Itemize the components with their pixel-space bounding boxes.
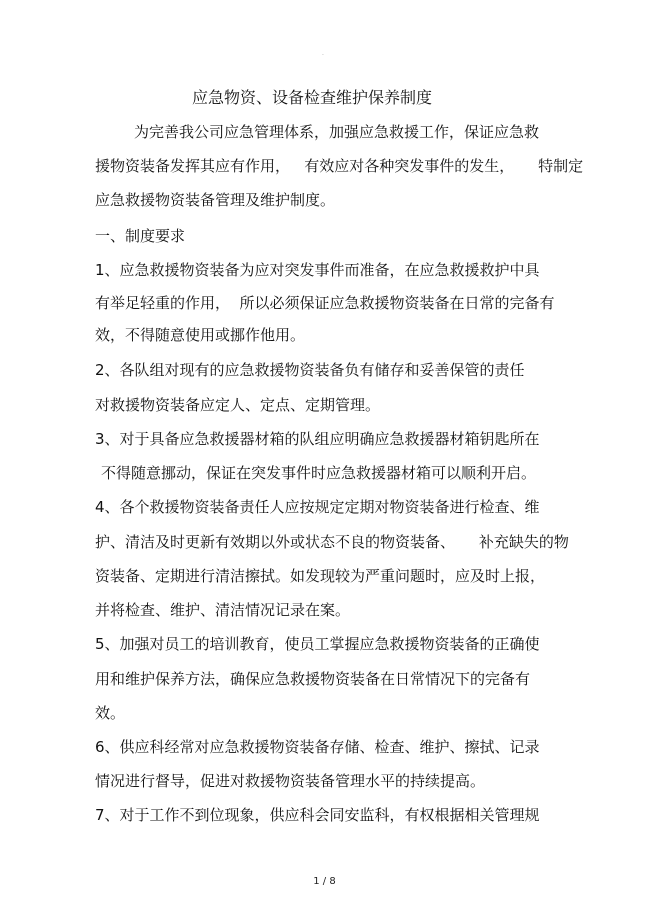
- section-heading: 一、制度要求: [95, 227, 186, 245]
- page-marker: .: [322, 50, 324, 57]
- document-title: 应急物资、设备检查维护保养制度: [192, 88, 433, 107]
- item-3-line-2: 不得随意挪动，保证在突发事件时应急救援器材箱可以顺利开启。: [101, 464, 537, 482]
- item-4-line-1: 4、各个救援物资装备责任人应按规定定期对物资装备进行检查、维: [95, 498, 540, 516]
- item-1-line-2: 有举足轻重的作用， 所以必须保证应急救援物资装备在日常的完备有: [95, 294, 555, 312]
- item-4-line-4: 并将检查、维护、清洁情况记录在案。: [95, 601, 351, 619]
- intro-line-1: 为完善我公司应急管理体系，加强应急救援工作，保证应急救: [134, 123, 540, 141]
- item-2-line-1: 2、各队组对现有的应急救援物资装备负有储存和妥善保管的责任: [95, 361, 525, 379]
- intro-line-3: 应急救援物资装备管理及维护制度。: [95, 191, 336, 209]
- item-6-line-2: 情况进行督导，促进对救援物资装备管理水平的持续提高。: [95, 772, 486, 790]
- item-1-line-1: 1、应急救援物资装备为应对突发事件而准备，在应急救援救护中具: [95, 261, 540, 279]
- item-5-line-1: 5、加强对员工的培训教育，使员工掌握应急救援物资装备的正确使: [95, 635, 540, 653]
- item-1-line-3: 效，不得随意使用或挪作他用。: [95, 326, 306, 344]
- item-4-line-3: 资装备、定期进行清洁擦拭。如发现较为严重问题时，应及时上报，: [95, 567, 546, 585]
- item-5-line-2: 用和维护保养方法，确保应急救援物资装备在日常情况下的完备有: [95, 670, 531, 688]
- item-6-line-1: 6、供应科经常对应急救援物资装备存储、检查、维护、擦拭、记录: [95, 738, 540, 756]
- item-2-line-2: 对救援物资装备应定人、定点、定期管理。: [95, 396, 381, 414]
- item-4-line-2: 护、清洁及时更新有效期以外或状态不良的物资装备、 补充缺失的物: [95, 533, 569, 551]
- page-number: 1 / 8: [313, 876, 336, 887]
- intro-line-2: 援物资装备发挥其应有作用， 有效应对各种突发事件的发生， 特制定: [95, 157, 584, 175]
- item-3-line-1: 3、对于具备应急救援器材箱的队组应明确应急救援器材箱钥匙所在: [95, 430, 540, 448]
- item-7-line-1: 7、对于工作不到位现象，供应科会同安监科，有权根据相关管理规: [95, 806, 540, 824]
- item-5-line-3: 效。: [95, 704, 126, 722]
